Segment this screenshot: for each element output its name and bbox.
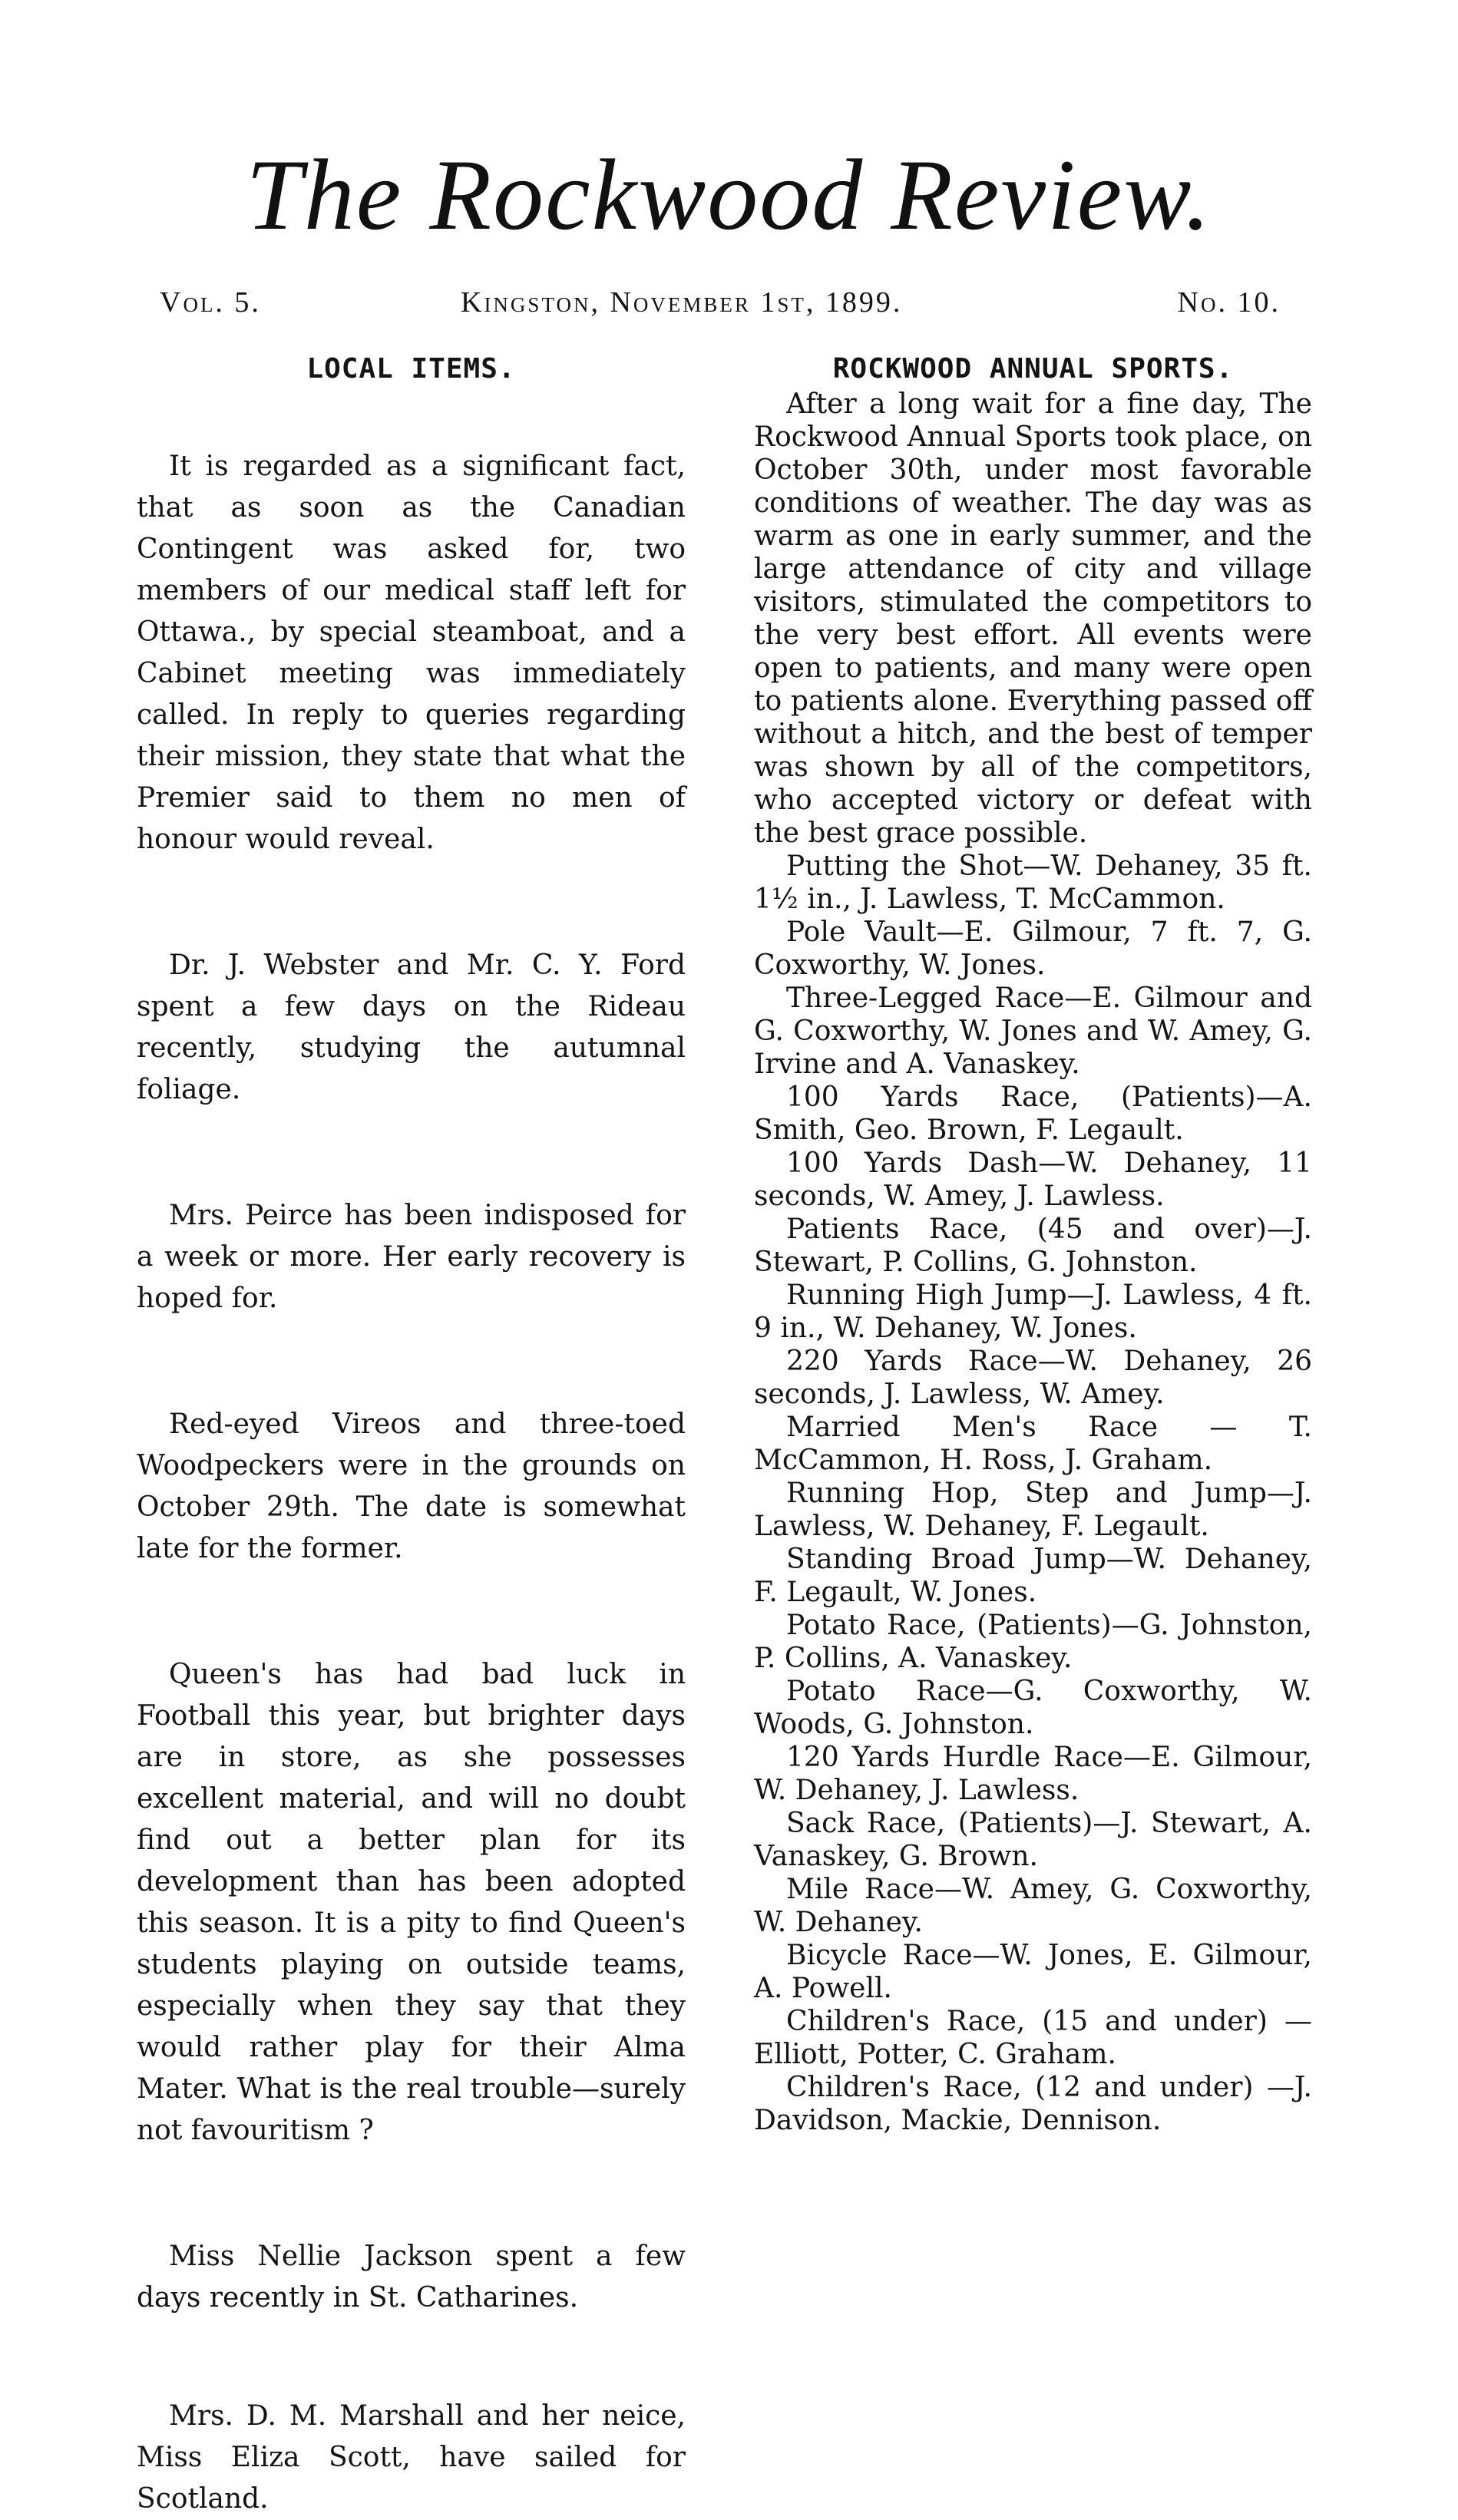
sports-result: 120 Yards Hurdle Race—E. Gilmour, W. Dehaney, J. Lawless.	[754, 1742, 1312, 1806]
sports-intro-paragraph: After a long wait for a fine day, The Rockwood Annual Sports took place, on October 30th, under most favorable conditions of weather. The day was as warm as one in early summer, and the large attendance of city and village visitors, stimulated the competitors to the very best effort. All events were open to patients, and many were open to patients alone. Everything passed off without a hitch, and the best of temper was shown by all of the competitors, who accepted victory or defeat with the best grace possible.	[754, 388, 1312, 849]
sports-result: Patients Race, (45 and over)—J. Stewart, P. Collins, G. Johnston.	[754, 1214, 1312, 1278]
local-item-paragraph: It is regarded as a significant fact, that as soon as the Canadian Contingent was asked for, two members of our medical staff left for Ottawa., by special steamboat, and a Cabinet meeting was immediately called. In reply to queries regarding their mission, they state that what the Premier said to them no men of honour would reveal.	[137, 451, 686, 855]
sports-result: Standing Broad Jump—W. Dehaney, F. Legault, W. Jones.	[754, 1544, 1312, 1608]
sports-result: 220 Yards Race—W. Dehaney, 26 seconds, J. Lawless, W. Amey.	[754, 1346, 1312, 1410]
masthead-title: The Rockwood Review.	[246, 138, 1212, 251]
sports-result: Running High Jump—J. Lawless, 4 ft. 9 in., W. Dehaney, W. Jones.	[754, 1280, 1312, 1344]
sports-result: Children's Race, (15 and under) —Elliott, Potter, C. Graham.	[754, 2006, 1312, 2070]
local-item-paragraph: Mrs. D. M. Marshall and her neice, Miss Eliza Scott, have sailed for Scotland.	[137, 2400, 686, 2515]
sports-column	[754, 353, 1312, 2137]
sports-result: Married Men's Race — T. McCammon, H. Ross, J. Graham.	[754, 1412, 1312, 1476]
local-item-paragraph: Dr. J. Webster and Mr. C. Y. Ford spent a few days on the Rideau recently, studying the autumnal foliage.	[137, 950, 686, 1105]
dateline	[160, 286, 1281, 322]
sports-result: 100 Yards Race, (Patients)—A. Smith, Geo. Brown, F. Legault.	[754, 1082, 1312, 1146]
issue-number: No. 10.	[1177, 286, 1281, 319]
sports-result: Sack Race, (Patients)—J. Stewart, A. Vanaskey, G. Brown.	[754, 1808, 1312, 1872]
local-item-paragraph: Red-eyed Vireos and three-toed Woodpeckers were in the grounds on October 29th. The date is somewhat late for the former.	[137, 1409, 686, 1564]
sports-result: Running Hop, Step and Jump—J. Lawless, W. Dehaney, F. Legault.	[754, 1478, 1312, 1542]
sports-result: 100 Yards Dash—W. Dehaney, 11 seconds, W. Amey, J. Lawless.	[754, 1148, 1312, 1212]
sports-result: Children's Race, (12 and under) —J. Davidson, Mackie, Dennison.	[754, 2072, 1312, 2136]
local-item-paragraph: Queen's has had bad luck in Football this year, but brighter days are in store, as she possesses excellent material, and will no doubt find out a better plan for its development than has been adopted this season. It is a pity to find Queen's students playing on outside teams, especially when they say that they would rather play for their Alma Mater. What is the real trouble—surely not favouritism ?	[137, 1659, 686, 2146]
sports-result: Pole Vault—E. Gilmour, 7 ft. 7, G. Coxworthy, W. Jones.	[754, 917, 1312, 981]
sports-result: Three-Legged Race—E. Gilmour and G. Coxworthy, W. Jones and W. Amey, G. Irvine and A. Vanaskey.	[754, 983, 1312, 1080]
sports-result: Potato Race—G. Coxworthy, W. Woods, G. Johnston.	[754, 1676, 1312, 1740]
sports-result: Mile Race—W. Amey, G. Coxworthy, W. Dehaney.	[754, 1874, 1312, 1938]
place-and-date: Kingston, November 1st, 1899.	[461, 286, 903, 319]
sports-result: Potato Race, (Patients)—G. Johnston, P. Collins, A. Vanaskey.	[754, 1610, 1312, 1674]
local-item-paragraph: Miss Nellie Jackson spent a few days recently in St. Catharines.	[137, 2241, 686, 2314]
volume-number: Vol. 5.	[160, 286, 261, 319]
sports-result: Bicycle Race—W. Jones, E. Gilmour, A. Powell.	[754, 1940, 1312, 2004]
sports-heading: ROCKWOOD ANNUAL SPORTS.	[832, 353, 1234, 385]
local-items-column	[137, 353, 686, 2520]
local-item-paragraph: Mrs. Peirce has been indisposed for a week or more. Her early recovery is hoped for.	[137, 1200, 686, 1314]
local-items-heading: LOCAL ITEMS.	[306, 353, 516, 385]
sports-result: Putting the Shot—W. Dehaney, 35 ft. 1½ in., J. Lawless, T. McCammon.	[754, 850, 1312, 915]
